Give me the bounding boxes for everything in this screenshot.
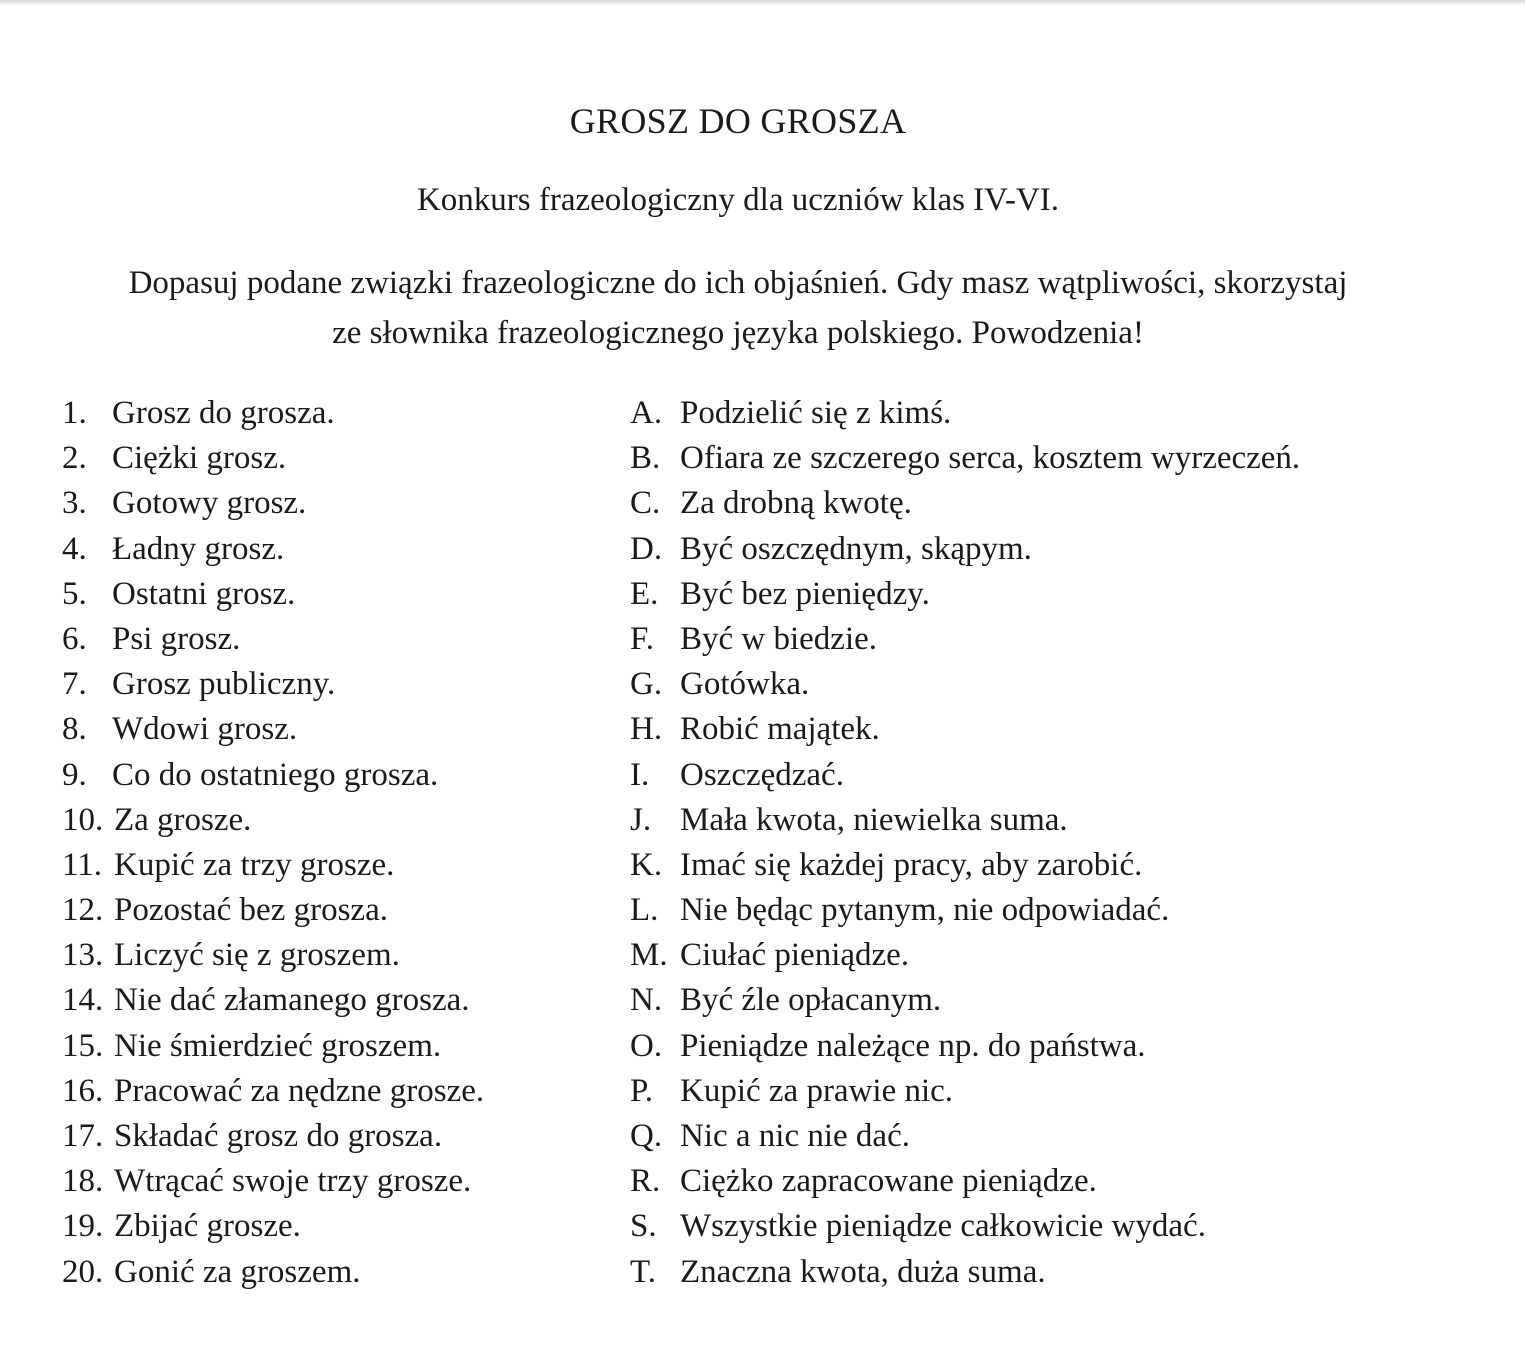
phrase-number: 3. xyxy=(62,485,87,522)
phrase-number: 14. xyxy=(62,982,104,1019)
phrase-number: 2. xyxy=(62,440,87,477)
definition-letter: A. xyxy=(630,395,663,431)
phrase-number: 19. xyxy=(62,1208,104,1245)
phrase-text: Ostatni grosz. xyxy=(112,575,296,612)
definition-item xyxy=(630,572,930,617)
phrase-text: Nie dać złamanego grosza. xyxy=(114,982,470,1019)
definition-item xyxy=(630,843,1143,888)
definition-text: Ciułać pieniądze. xyxy=(680,937,910,974)
definition-letter: E. xyxy=(630,575,659,612)
definition-item xyxy=(630,481,912,526)
definition-text: Za drobną kwotę. xyxy=(680,485,912,522)
phrase-text: Za grosze. xyxy=(114,801,252,838)
definition-letter: F. xyxy=(630,620,654,657)
definition-text: Wszystkie pieniądze całkowicie wydać. xyxy=(680,1208,1206,1245)
definition-item xyxy=(630,662,810,707)
page-subtitle: Konkurs frazeologiczny dla uczniów klas IV-VI. xyxy=(416,182,1060,218)
phrase-text: Gonić za groszem. xyxy=(114,1253,361,1290)
phrase-item xyxy=(62,572,296,617)
phrase-text: Wdowi grosz. xyxy=(112,711,298,748)
phrase-text: Gotowy grosz. xyxy=(112,485,307,522)
phrase-number: 12. xyxy=(62,892,104,929)
definition-item xyxy=(630,707,880,752)
definition-item xyxy=(630,1159,1097,1204)
definition-letter: D. xyxy=(630,530,663,567)
definition-item xyxy=(630,617,878,662)
definition-letter: I. xyxy=(630,756,650,793)
definition-letter: L. xyxy=(630,892,659,929)
phrase-item xyxy=(62,753,439,798)
phrase-text: Kupić za trzy grosze. xyxy=(114,846,395,883)
phrase-number: 18. xyxy=(62,1163,104,1200)
phrase-item xyxy=(62,843,395,888)
phrase-number: 5. xyxy=(62,575,87,612)
definition-item xyxy=(630,527,1032,572)
phrase-item xyxy=(62,527,285,572)
definition-item xyxy=(630,1069,954,1114)
phrase-number: 10. xyxy=(62,801,104,838)
definition-letter: M. xyxy=(630,937,668,974)
definition-text: Być oszczędnym, skąpym. xyxy=(680,530,1032,567)
definition-item xyxy=(630,753,844,798)
phrase-number: 11. xyxy=(62,846,103,883)
definition-letter: N. xyxy=(630,982,663,1019)
phrase-item xyxy=(62,1204,301,1249)
scan-edge-shadow xyxy=(0,0,1525,6)
definition-text: Pieniądze należące np. do państwa. xyxy=(680,1027,1146,1064)
phrase-number: 8. xyxy=(62,711,87,748)
phrase-item xyxy=(62,798,252,843)
instructions-line-1: Dopasuj podane związki frazeologiczne do ich objaśnień. Gdy masz wątpliwości, skorzystaj xyxy=(128,265,1348,301)
definition-item xyxy=(630,1024,1146,1069)
definition-letter: S. xyxy=(630,1208,657,1245)
definition-letter: T. xyxy=(630,1253,656,1290)
definition-letter: Q. xyxy=(630,1118,663,1154)
definition-letter: B. xyxy=(630,440,661,477)
phrase-item xyxy=(62,391,335,436)
phrase-text: Składać grosz do grosza. xyxy=(114,1118,443,1154)
definition-text: Ciężko zapracowane pieniądze. xyxy=(680,1163,1097,1200)
definition-text: Imać się każdej pracy, aby zarobić. xyxy=(680,846,1143,883)
definition-letter: P. xyxy=(630,1072,653,1109)
phrase-number: 16. xyxy=(62,1072,104,1109)
phrase-item xyxy=(62,707,298,752)
phrase-item xyxy=(62,617,241,662)
definition-list xyxy=(630,391,1301,1295)
phrase-item xyxy=(62,1069,485,1114)
definition-letter: O. xyxy=(630,1027,663,1064)
definition-item xyxy=(630,1250,1046,1295)
definition-text: Być źle opłacanym. xyxy=(680,982,942,1019)
definition-text: Ofiara ze szczerego serca, kosztem wyrzeczeń. xyxy=(680,440,1301,477)
phrase-number: 1. xyxy=(62,395,87,431)
definition-text: Robić majątek. xyxy=(680,711,880,748)
definition-letter: K. xyxy=(630,846,663,883)
definition-letter: H. xyxy=(630,711,663,748)
definition-text: Podzielić się z kimś. xyxy=(680,395,952,431)
phrase-text: Pozostać bez grosza. xyxy=(114,892,388,929)
definition-text: Znaczna kwota, duża suma. xyxy=(680,1253,1046,1290)
phrase-number: 6. xyxy=(62,620,87,657)
definition-item xyxy=(630,978,942,1023)
definition-text: Gotówka. xyxy=(680,666,810,703)
page-title: GROSZ DO GROSZA xyxy=(569,101,907,141)
phrase-item xyxy=(62,1250,361,1295)
phrase-item xyxy=(62,662,336,707)
phrase-text: Grosz publiczny. xyxy=(112,666,336,703)
phrase-item xyxy=(62,436,287,481)
phrase-text: Ciężki grosz. xyxy=(112,440,287,477)
phrase-text: Co do ostatniego grosza. xyxy=(112,756,439,793)
phrase-item xyxy=(62,1024,442,1069)
definition-item xyxy=(630,1114,910,1159)
phrase-item xyxy=(62,1114,443,1159)
definition-item xyxy=(630,1204,1206,1249)
phrase-number: 15. xyxy=(62,1027,104,1064)
phrase-text: Zbijać grosze. xyxy=(114,1208,301,1245)
instructions xyxy=(0,258,1476,358)
definition-text: Być w biedzie. xyxy=(680,620,878,657)
definition-letter: J. xyxy=(630,801,652,838)
phrase-number: 17. xyxy=(62,1118,104,1154)
definition-text: Być bez pieniędzy. xyxy=(680,575,930,612)
definition-item xyxy=(630,933,910,978)
phrase-text: Nie śmierdzieć groszem. xyxy=(114,1027,442,1064)
definition-item xyxy=(630,436,1301,481)
phrase-text: Wtrącać swoje trzy grosze. xyxy=(114,1163,472,1200)
definition-text: Oszczędzać. xyxy=(680,756,844,793)
instructions-line-2: ze słownika frazeologicznego języka polskiego. Powodzenia! xyxy=(332,315,1144,351)
phrase-item xyxy=(62,933,400,978)
phrase-number: 4. xyxy=(62,530,87,567)
phrase-item xyxy=(62,978,470,1023)
phrase-text: Pracować za nędzne grosze. xyxy=(114,1072,485,1109)
definition-item xyxy=(630,798,1068,843)
definition-text: Nic a nic nie dać. xyxy=(680,1118,910,1154)
definition-item xyxy=(630,391,952,436)
phrase-number: 9. xyxy=(62,756,87,793)
definition-letter: R. xyxy=(630,1163,661,1200)
phrase-text: Liczyć się z groszem. xyxy=(114,937,400,974)
definition-letter: G. xyxy=(630,666,663,703)
definition-item xyxy=(630,888,1170,933)
phrase-item xyxy=(62,481,307,526)
phrase-text: Ładny grosz. xyxy=(112,530,285,567)
phrase-text: Grosz do grosza. xyxy=(112,395,335,431)
phrase-item xyxy=(62,1159,472,1204)
phrase-text: Psi grosz. xyxy=(112,620,241,657)
definition-text: Nie będąc pytanym, nie odpowiadać. xyxy=(680,892,1170,929)
phrase-item xyxy=(62,888,388,933)
definition-text: Kupić za prawie nic. xyxy=(680,1072,954,1109)
definition-letter: C. xyxy=(630,485,661,522)
definition-text: Mała kwota, niewielka suma. xyxy=(680,801,1068,838)
phrase-list xyxy=(62,391,485,1295)
phrase-number: 20. xyxy=(62,1253,104,1290)
phrase-number: 7. xyxy=(62,666,87,703)
phrase-number: 13. xyxy=(62,937,104,974)
